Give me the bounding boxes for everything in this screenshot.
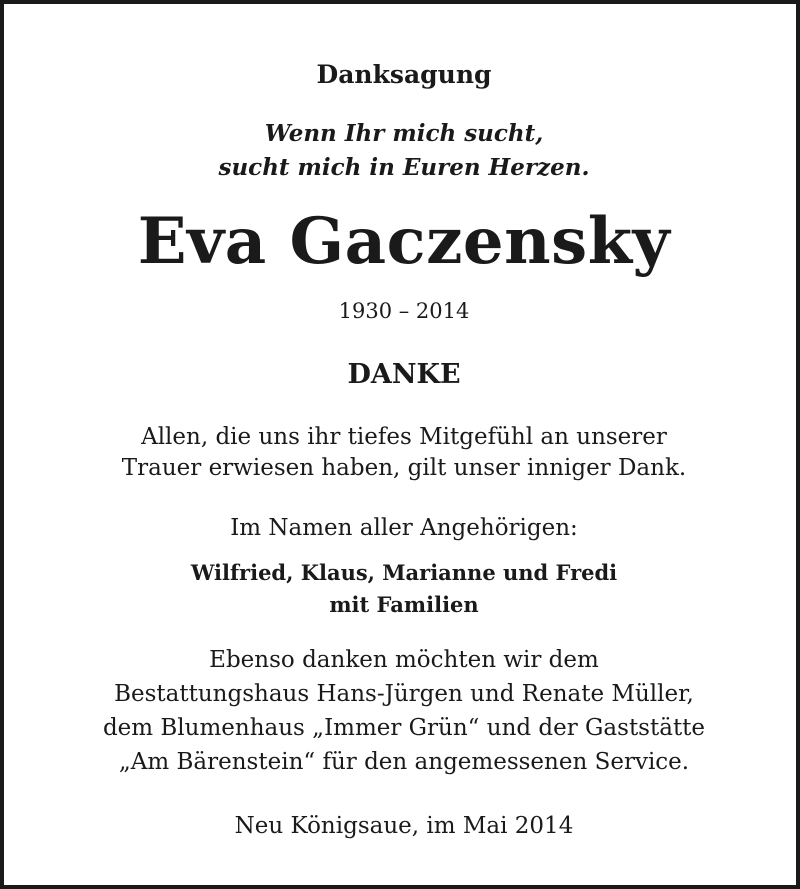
heading: Danksagung	[316, 60, 492, 89]
thanks-text-line-1: Allen, die uns ihr tiefes Mitgefühl an unserer	[141, 424, 667, 450]
place-date: Neu Königsaue, im Mai 2014	[234, 813, 574, 839]
extra-thanks-line-1: Ebenso danken möchten wir dem	[209, 647, 599, 673]
extra-thanks-line-3: dem Blumenhaus „Immer Grün“ und der Gaststätte	[102, 715, 706, 741]
extra-thanks-line-4: „Am Bärenstein“ für den angemessenen Service.	[118, 749, 690, 775]
deceased-name: Eva Gaczensky	[137, 204, 671, 279]
thanks-text-line-2: Trauer erwiesen haben, gilt unser inniger Dank.	[121, 455, 687, 481]
family-names: Wilfried, Klaus, Marianne und Fredi	[190, 560, 618, 585]
motto-line-2: sucht mich in Euren Herzen.	[218, 154, 590, 181]
extra-thanks-line-2: Bestattungshaus Hans-Jürgen und Renate Müller,	[114, 681, 694, 707]
life-years: 1930 – 2014	[338, 299, 470, 323]
family-suffix: mit Familien	[329, 592, 479, 617]
danke-heading: DANKE	[347, 359, 461, 390]
on-behalf-line: Im Namen aller Angehörigen:	[230, 515, 578, 541]
motto-line-1: Wenn Ihr mich sucht,	[264, 120, 544, 147]
